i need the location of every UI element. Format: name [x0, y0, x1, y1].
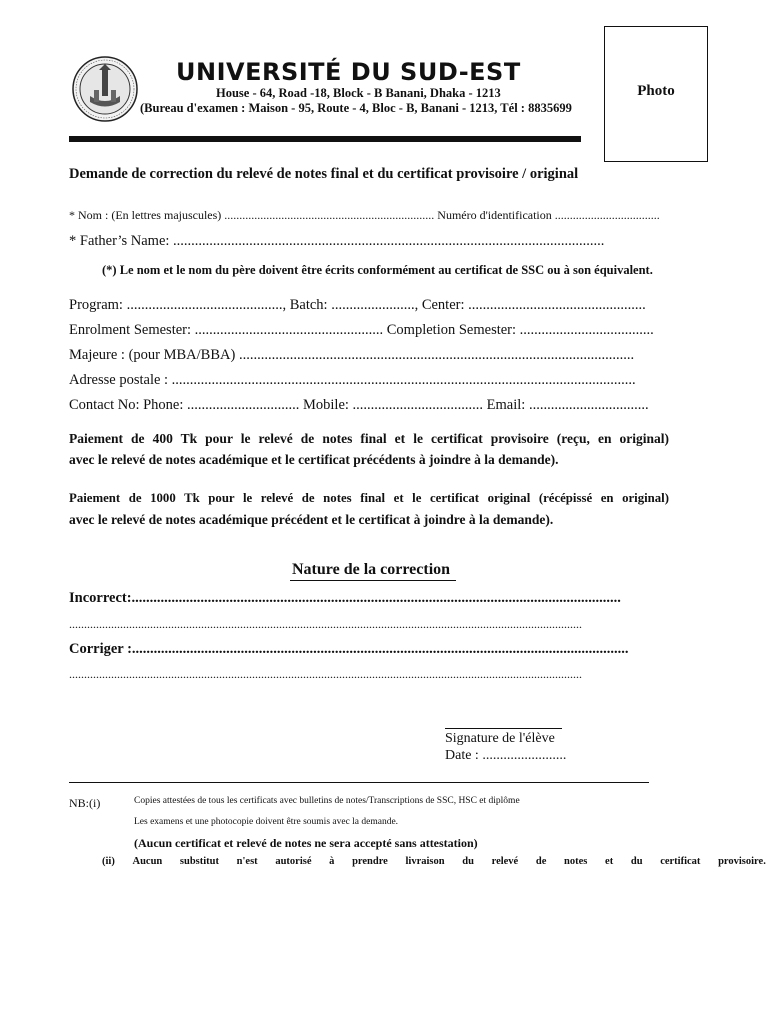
note-line-4-word: prendre	[352, 856, 388, 867]
note-line-4-word: n'est	[236, 856, 258, 867]
form-title: Demande de correction du relevé de notes final et du certificat provisoire / original	[69, 166, 579, 182]
note-line-4-word: du	[462, 856, 474, 867]
nb-label: NB:(i)	[69, 796, 101, 810]
note-line-4-word: et	[605, 856, 614, 867]
semester-row[interactable]: Enrolment Semester: .................................................... Completion Semester: .....................................	[69, 322, 654, 338]
address-line-1: House - 64, Road -18, Block - B Banani, Dhaka - 1213	[216, 86, 501, 100]
photo-box	[604, 26, 708, 162]
payment-400-line-2: avec le relevé de notes académique et le certificat précédents à joindre à la demande).	[69, 452, 559, 467]
payment-1000-line-1: Paiement de 1000 Tk pour le relevé de notes final et le certificat original (récépissé en original)	[69, 491, 669, 505]
signature-line[interactable]	[445, 728, 562, 729]
postal-address-row[interactable]: Adresse postale : ................................................................................................................................	[69, 372, 636, 388]
note-line-4-word: provisoire.	[718, 856, 766, 867]
ssc-name-note: (*) Le nom et le nom du père doivent être écrits conformément au certificat de SSC ou à son équivalent.	[102, 263, 653, 277]
note-line-4-word: du	[630, 856, 643, 867]
name-field-row[interactable]: * Nom : (En lettres majuscules) ...................................................................... Numéro d'identification ...................................	[69, 208, 660, 222]
payment-1000-line-2: avec le relevé de notes académique précédent et le certificat à joindre à la demande).	[69, 512, 554, 527]
note-line-4-word: notes	[564, 856, 588, 867]
program-batch-center-row[interactable]: Program: ..........................................., Batch: ......................., Center: .................................................	[69, 297, 646, 313]
note-line-2: Les examens et une photocopie doivent être soumis avec la demande.	[134, 817, 399, 827]
note-line-4-word: autorisé	[275, 856, 312, 867]
address-line-2: (Bureau d'examen : Maison - 95, Route - 4, Bloc - B, Banani - 1213, Tél : 8835699	[140, 101, 572, 115]
note-line-3: (Aucun certificat et relevé de notes ne sera accepté sans attestation)	[134, 836, 478, 850]
note-line-4	[102, 856, 766, 867]
note-line-4-word: Aucun	[132, 856, 163, 867]
note-line-4-word: de	[535, 856, 547, 867]
note-line-4-word: à	[329, 856, 335, 867]
father-name-field-row[interactable]: * Father’s Name: .......................................................................................................................	[69, 233, 605, 249]
major-row[interactable]: Majeure : (pour MBA/BBA) .............................................................................................................	[69, 347, 635, 363]
note-line-4-word: relevé	[491, 856, 519, 867]
note-line-1: Copies attestées de tous les certificats avec bulletins de notes/Transcriptions de SSC, HSC et diplôme	[134, 796, 520, 806]
contact-row[interactable]: Contact No: Phone: ............................... Mobile: .................................... Email: .................................	[69, 397, 649, 413]
note-line-4-word: livraison	[405, 856, 445, 867]
correction-heading-underline	[290, 580, 456, 581]
university-title: UNIVERSITÉ DU SUD-EST	[176, 58, 521, 86]
incorrect-field-row[interactable]: Incorrect:.......................................................................................................................................	[69, 590, 621, 606]
university-seal-logo	[72, 56, 138, 122]
bottom-rule	[69, 782, 649, 783]
incorrect-continuation-line[interactable]: ...........................................................................................................................................................................	[69, 617, 582, 631]
note-line-4-word: substitut	[179, 856, 220, 867]
correction-heading: Nature de la correction	[292, 561, 451, 578]
note-line-4-word: certificat	[660, 856, 701, 867]
payment-400-line-1: Paiement de 400 Tk pour le relevé de notes final et le certificat provisoire (reçu, en original)	[69, 431, 669, 446]
header-rule	[69, 136, 581, 142]
signature-label: Signature de l'élève	[445, 731, 555, 746]
corriger-continuation-line[interactable]: ...........................................................................................................................................................................	[69, 667, 582, 681]
payment-paragraph-400	[69, 428, 669, 470]
date-field[interactable]: Date : ........................	[445, 748, 567, 763]
corriger-field-row[interactable]: Corriger :.........................................................................................................................................	[69, 641, 629, 657]
photo-label: Photo	[637, 83, 675, 99]
note-line-4-word: (ii)	[102, 856, 115, 867]
payment-paragraph-1000	[69, 488, 669, 530]
